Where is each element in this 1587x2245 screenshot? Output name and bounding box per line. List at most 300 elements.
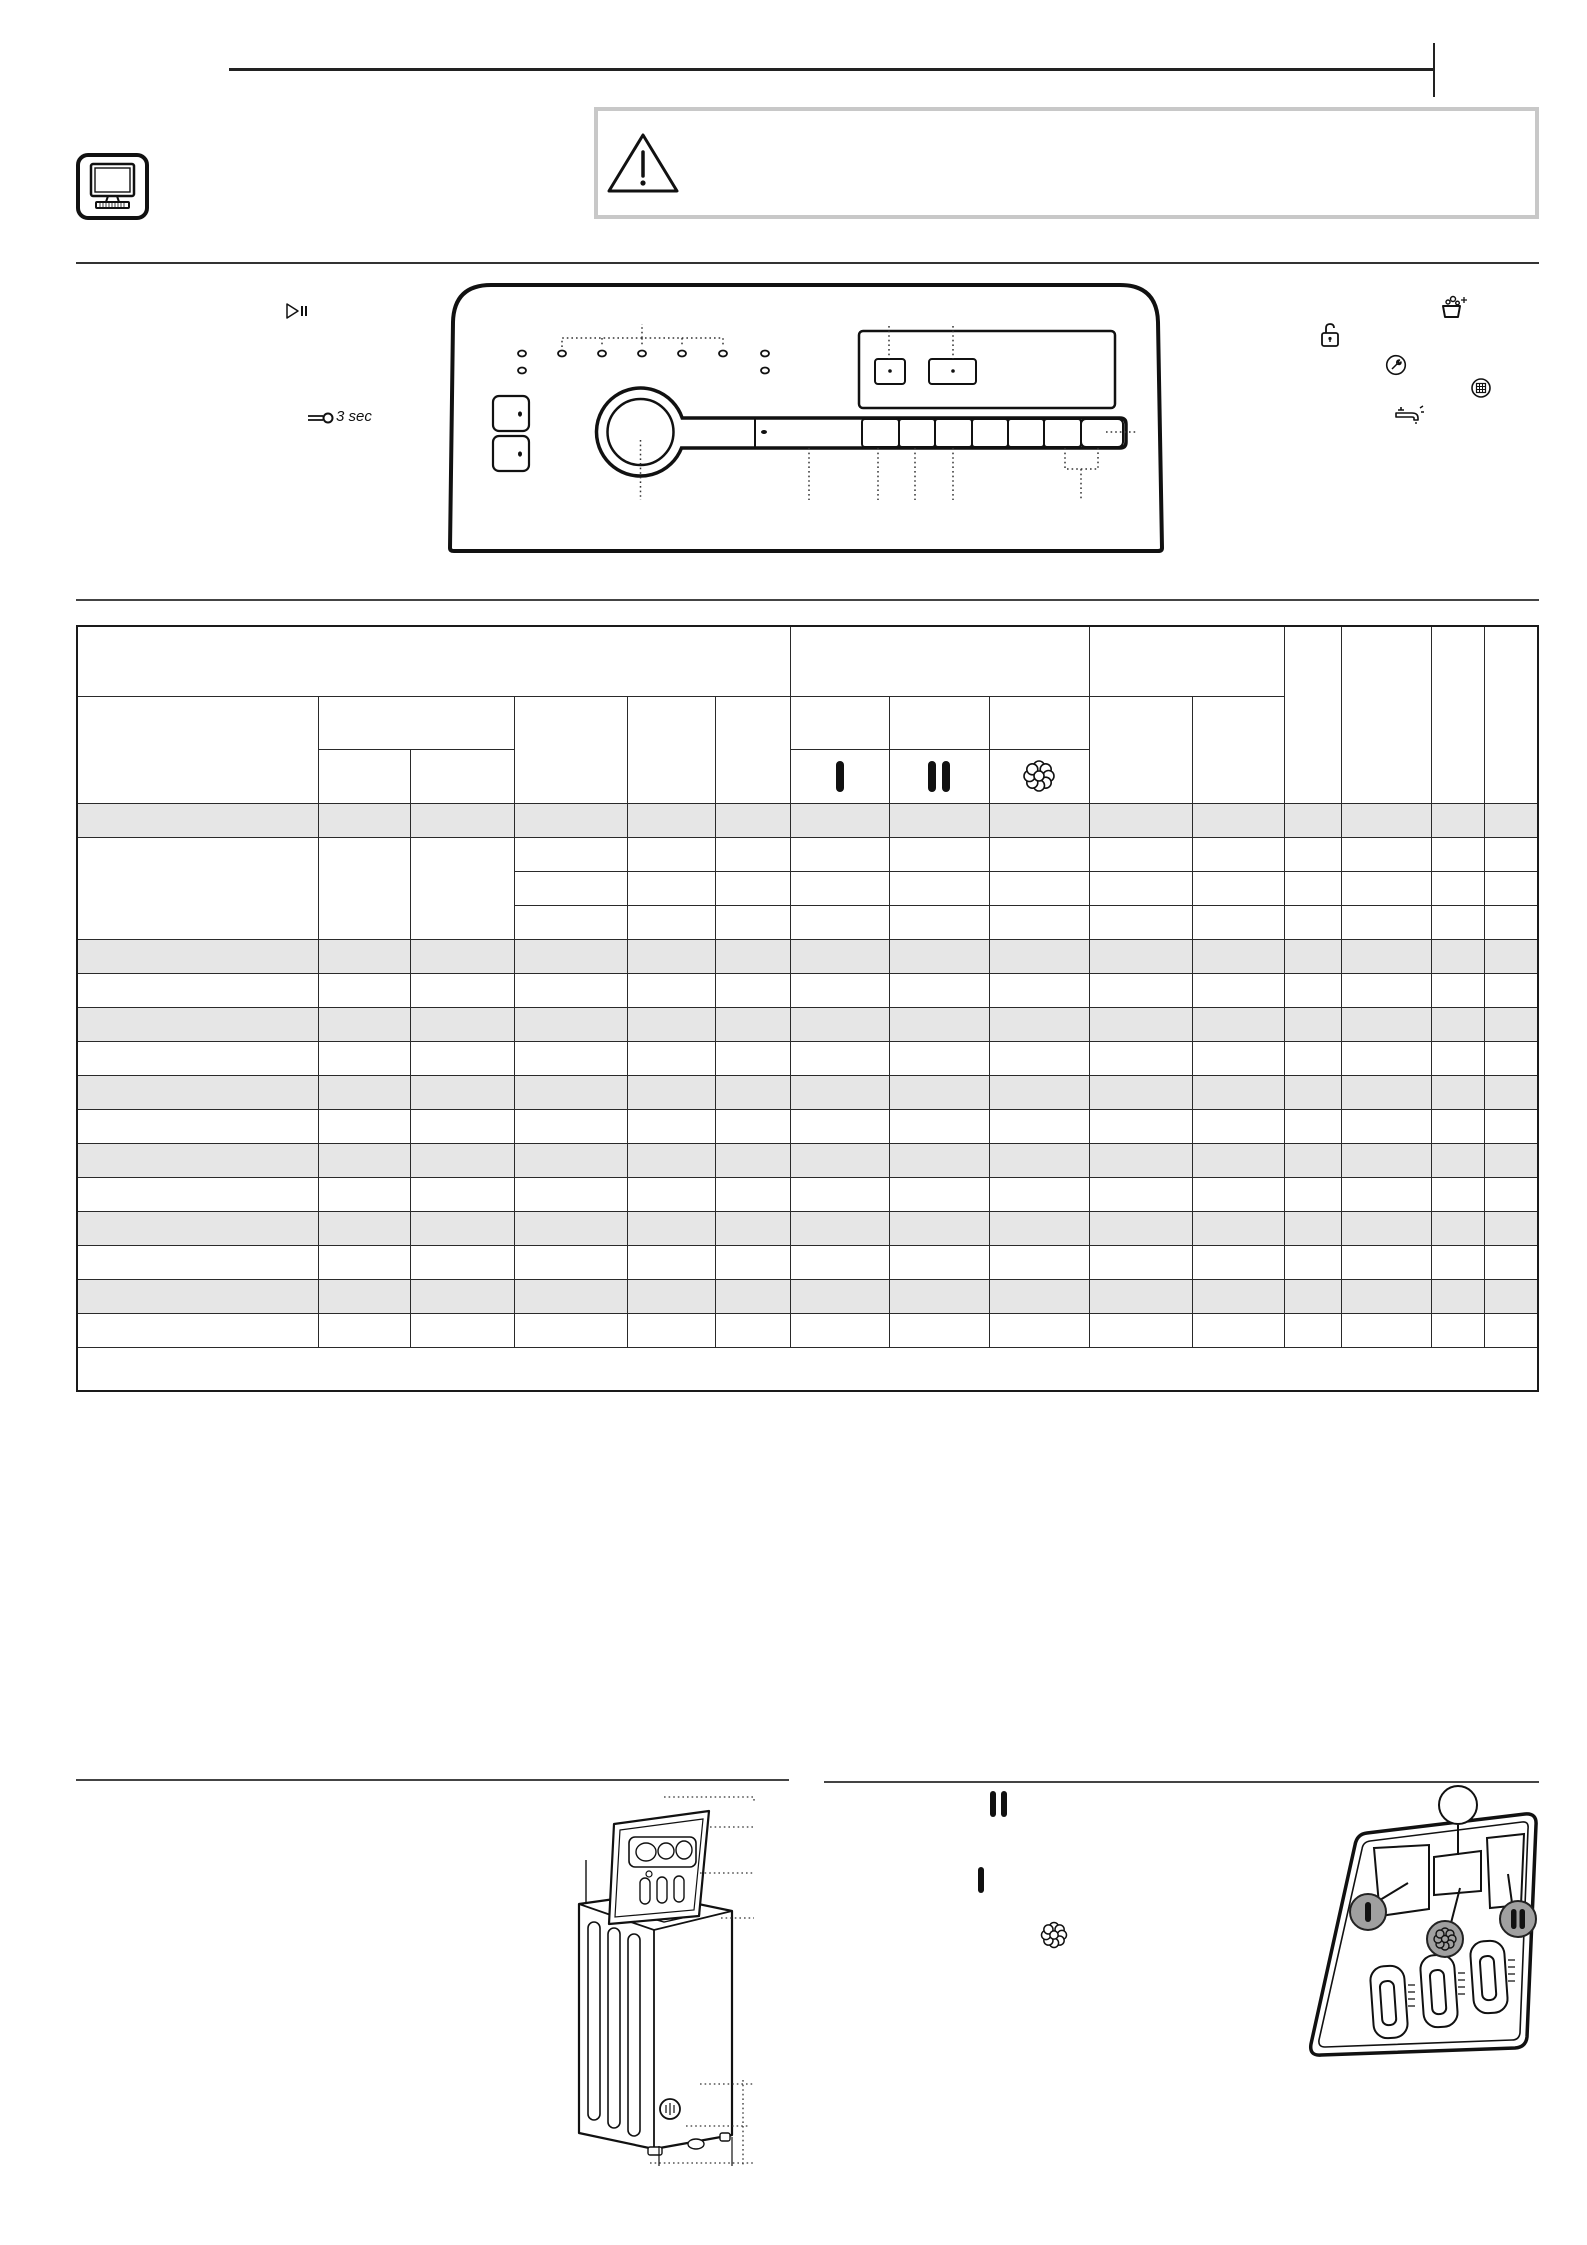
table-cell: [889, 973, 989, 1007]
table-cell: [989, 973, 1089, 1007]
table-cell: [1341, 1177, 1431, 1211]
table-cell: [1431, 1075, 1484, 1109]
table-cell: [318, 1041, 410, 1075]
table-cell: [1284, 803, 1341, 837]
table-cell: [318, 1143, 410, 1177]
table-cell: [1341, 871, 1431, 905]
header-cell: [889, 696, 989, 749]
table-cell: [1089, 1007, 1192, 1041]
table-cell: [1284, 1041, 1341, 1075]
table-cell: [1192, 1245, 1284, 1279]
table-cell: [989, 1041, 1089, 1075]
table-cell: [1431, 939, 1484, 973]
header-group-cell: [77, 626, 790, 696]
table-cell: [410, 1279, 514, 1313]
table-cell: [1192, 1211, 1284, 1245]
table-cell: [1192, 973, 1284, 1007]
compartment-ii-icon: [990, 1791, 1012, 1819]
table-cell: [889, 939, 989, 973]
table-cell: [77, 1177, 318, 1211]
table-cell: [410, 1041, 514, 1075]
table-cell: [627, 837, 715, 871]
table-cell: [1089, 1313, 1192, 1347]
table-cell: [77, 1007, 318, 1041]
table-cell: [1284, 973, 1341, 1007]
table-cell: [77, 939, 318, 973]
table-cell: [1484, 1007, 1538, 1041]
table-cell: [1089, 1211, 1192, 1245]
table-cell: [1484, 1245, 1538, 1279]
table-cell: [627, 1143, 715, 1177]
header-group-cell: [318, 696, 514, 749]
table-cell: [627, 1007, 715, 1041]
table-cell: [318, 939, 410, 973]
table-cell: [989, 1007, 1089, 1041]
table-cell: [989, 1177, 1089, 1211]
table-row: [77, 803, 1538, 837]
compartment-ii-icon: [928, 767, 950, 784]
table-cell: [1089, 1143, 1192, 1177]
table-cell: [1431, 1177, 1484, 1211]
table-cell: [790, 837, 889, 871]
machine-lid: [609, 1811, 709, 1924]
table-cell: [627, 1041, 715, 1075]
program-table: [76, 625, 1539, 1392]
table-cell: [1341, 1211, 1431, 1245]
table-cell: [715, 1075, 790, 1109]
table-cell: [715, 1211, 790, 1245]
header-cell: [318, 749, 410, 803]
table-cell: [514, 1143, 627, 1177]
water-tap-icon: [1392, 403, 1426, 427]
table-cell: [715, 939, 790, 973]
table-cell: [1192, 905, 1284, 939]
table-cell: [1284, 1279, 1341, 1313]
table-cell: [1484, 1109, 1538, 1143]
warning-triangle-icon: [606, 132, 680, 194]
table-cell: [889, 1075, 989, 1109]
table-cell: [410, 1177, 514, 1211]
table-cell: [889, 1177, 989, 1211]
table-cell: [715, 973, 790, 1007]
compartment-i-icon: [836, 761, 844, 792]
table-cell: [1192, 1279, 1284, 1313]
table-cell: [1089, 1109, 1192, 1143]
table-row: [77, 1075, 1538, 1109]
table-cell: [1284, 871, 1341, 905]
table-cell: [715, 1007, 790, 1041]
table-footer-row: [77, 1347, 1538, 1391]
table-cell: [1341, 939, 1431, 973]
table-footer-cell: [77, 1347, 1538, 1391]
table-cell: [318, 803, 410, 837]
table-cell: [1192, 1075, 1284, 1109]
table-cell: [77, 1041, 318, 1075]
table-cell: [989, 1143, 1089, 1177]
table-cell: [627, 905, 715, 939]
table-cell: [1431, 837, 1484, 871]
table-cell: [318, 1313, 410, 1347]
header-cell: [514, 696, 627, 803]
table-cell: [1089, 1245, 1192, 1279]
table-cell: [1431, 973, 1484, 1007]
table-row: [77, 1143, 1538, 1177]
table-cell: [1341, 1007, 1431, 1041]
table-cell: [989, 871, 1089, 905]
table-cell: [1284, 1109, 1341, 1143]
table-cell: [715, 1143, 790, 1177]
table-cell: [790, 939, 889, 973]
table-cell: [889, 1211, 989, 1245]
play-pause-icon: [285, 302, 311, 320]
table-cell: [1431, 1007, 1484, 1041]
table-cell: [989, 1211, 1089, 1245]
table-cell: [989, 1245, 1089, 1279]
header-group-cell: [1089, 626, 1284, 696]
table-cell: [1192, 1109, 1284, 1143]
table-cell: [1089, 939, 1192, 973]
table-cell: [410, 1007, 514, 1041]
table-cell: [1284, 1211, 1341, 1245]
table-cell: [790, 1211, 889, 1245]
table-cell: [627, 1109, 715, 1143]
table-cell: [627, 939, 715, 973]
table-cell: [410, 939, 514, 973]
table-cell: [1284, 905, 1341, 939]
table-cell: [1484, 803, 1538, 837]
table-body: [77, 803, 1538, 1391]
table-cell: [715, 837, 790, 871]
table-cell: [790, 1075, 889, 1109]
table-cell: [514, 1007, 627, 1041]
table-cell: [1284, 1177, 1341, 1211]
washing-machine-illustration: [560, 1790, 760, 2175]
header-cell: [1192, 696, 1284, 803]
table-cell: [1341, 1245, 1431, 1279]
table-cell: [1431, 1245, 1484, 1279]
table-cell: [1089, 1177, 1192, 1211]
table-cell: [1341, 1041, 1431, 1075]
table-cell: [410, 837, 514, 939]
table-cell: [715, 803, 790, 837]
header-cell: [989, 696, 1089, 749]
table-cell: [627, 803, 715, 837]
table-cell: [989, 1279, 1089, 1313]
table-cell: [410, 1211, 514, 1245]
table-cell: [989, 1075, 1089, 1109]
header-cell: [1431, 626, 1484, 803]
table-cell: [715, 1109, 790, 1143]
table-cell: [1089, 1075, 1192, 1109]
table-cell: [1089, 973, 1192, 1007]
table-cell: [1192, 803, 1284, 837]
table-cell: [627, 973, 715, 1007]
table-cell: [77, 1143, 318, 1177]
section-rule-left: [76, 1779, 789, 1781]
table-row: [77, 1007, 1538, 1041]
table-cell: [1284, 1075, 1341, 1109]
table-cell: [790, 973, 889, 1007]
table-cell: [318, 1075, 410, 1109]
table-cell: [889, 1279, 989, 1313]
table-cell: [514, 871, 627, 905]
header-rule-tick: [1433, 43, 1435, 97]
table-cell: [790, 905, 889, 939]
table-cell: [1284, 1245, 1341, 1279]
table-cell: [1192, 1041, 1284, 1075]
table-cell: [1089, 1041, 1192, 1075]
header-rule: [229, 68, 1434, 71]
table-cell: [1089, 837, 1192, 871]
table-cell: [889, 1007, 989, 1041]
table-cell: [1089, 1279, 1192, 1313]
table-cell: [77, 1075, 318, 1109]
table-cell: [318, 973, 410, 1007]
table-cell: [318, 1245, 410, 1279]
warning-box: [594, 107, 1539, 219]
table-cell: [627, 1211, 715, 1245]
table-cell: [889, 1109, 989, 1143]
table-cell: [514, 1075, 627, 1109]
table-cell: [77, 1245, 318, 1279]
table-cell: [790, 1177, 889, 1211]
table-cell: [77, 837, 318, 939]
table-cell: [1341, 837, 1431, 871]
table-cell: [1484, 1041, 1538, 1075]
control-panel-illustration: [446, 282, 1166, 554]
table-cell: [1484, 939, 1538, 973]
table-row: [77, 1279, 1538, 1313]
table-cell: [1431, 1041, 1484, 1075]
header-cell: [1341, 626, 1431, 803]
table-cell: [1192, 939, 1284, 973]
table-cell: [889, 1041, 989, 1075]
section-rule-right: [824, 1781, 1539, 1783]
softener-flower-icon: [1427, 1921, 1463, 1957]
table-cell: [514, 1211, 627, 1245]
table-row: [77, 939, 1538, 973]
table-cell: [318, 1279, 410, 1313]
table-row: [77, 1109, 1538, 1143]
table-cell: [77, 1211, 318, 1245]
table-cell: [1484, 973, 1538, 1007]
table-cell: [410, 803, 514, 837]
table-cell: [410, 1143, 514, 1177]
table-cell: [410, 1313, 514, 1347]
table-cell: [1484, 905, 1538, 939]
table-cell: [790, 1245, 889, 1279]
table-cell: [989, 1313, 1089, 1347]
table-cell: [1341, 1313, 1431, 1347]
table-cell: [1431, 905, 1484, 939]
table-row: [77, 1177, 1538, 1211]
table-cell: [1484, 1313, 1538, 1347]
key-lock-icon: [307, 410, 335, 426]
table-cell: [790, 1143, 889, 1177]
table-cell: [1089, 803, 1192, 837]
table-cell: [514, 973, 627, 1007]
stain-remover-icon: [1439, 294, 1469, 320]
table-cell: [1192, 1007, 1284, 1041]
table-cell: [1431, 1109, 1484, 1143]
table-cell: [790, 1007, 889, 1041]
table-cell: [627, 1313, 715, 1347]
table-cell: [318, 837, 410, 939]
lock-duration-label: 3 sec: [336, 408, 372, 425]
table-cell: [514, 1245, 627, 1279]
header-cell: [715, 696, 790, 803]
table-cell: [1431, 803, 1484, 837]
table-cell: [889, 1245, 989, 1279]
table-cell: [1484, 1279, 1538, 1313]
table-cell: [1284, 837, 1341, 871]
table-cell: [889, 1143, 989, 1177]
table-cell: [989, 905, 1089, 939]
header-cell: [77, 696, 318, 803]
table-cell: [1431, 1211, 1484, 1245]
header-cell-compartment-i: [790, 749, 889, 803]
table-cell: [889, 1313, 989, 1347]
table-cell: [514, 1313, 627, 1347]
table-cell: [1192, 871, 1284, 905]
header-cell: [627, 696, 715, 803]
table-cell: [1341, 905, 1431, 939]
table-cell: [790, 1279, 889, 1313]
table-cell: [77, 973, 318, 1007]
table-cell: [1341, 1075, 1431, 1109]
header-cell-compartment-ii: [889, 749, 989, 803]
function-buttons: [862, 419, 1123, 447]
table-cell: [318, 1177, 410, 1211]
service-wrench-icon: [1385, 354, 1407, 376]
table-cell: [989, 803, 1089, 837]
table-row: [77, 973, 1538, 1007]
header-cell: [790, 696, 889, 749]
table-cell: [318, 1211, 410, 1245]
table-cell: [1341, 1143, 1431, 1177]
table-cell: [1284, 1143, 1341, 1177]
table-cell: [1341, 803, 1431, 837]
table-cell: [77, 1279, 318, 1313]
table-cell: [1192, 1177, 1284, 1211]
table-cell: [715, 1245, 790, 1279]
table-cell: [1484, 1075, 1538, 1109]
softener-flower-icon: [1039, 1920, 1069, 1950]
table-cell: [1192, 837, 1284, 871]
table-cell: [989, 837, 1089, 871]
filter-grid-icon: [1470, 377, 1492, 399]
table-cell: [715, 871, 790, 905]
table-cell: [1431, 1313, 1484, 1347]
header-cell-softener: [989, 749, 1089, 803]
table-cell: [627, 871, 715, 905]
table-cell: [1089, 905, 1192, 939]
table-cell: [514, 1109, 627, 1143]
table-cell: [715, 905, 790, 939]
table-cell: [627, 1177, 715, 1211]
unlock-icon: [1319, 322, 1341, 348]
table-cell: [1192, 1143, 1284, 1177]
table-cell: [1484, 1211, 1538, 1245]
table-row: [77, 1245, 1538, 1279]
table-row: [77, 837, 1538, 871]
detergent-dispenser-illustration: [1305, 1785, 1545, 2065]
table-cell: [1284, 1007, 1341, 1041]
table-cell: [790, 871, 889, 905]
header-cell: [410, 749, 514, 803]
table-header: [77, 626, 1538, 803]
monitor-icon: [76, 153, 149, 220]
table-cell: [410, 1075, 514, 1109]
header-cell: [1089, 696, 1192, 803]
table-cell: [514, 803, 627, 837]
header-group-cell: [790, 626, 1089, 696]
table-cell: [77, 1109, 318, 1143]
table-cell: [989, 1109, 1089, 1143]
table-cell: [790, 1041, 889, 1075]
table-cell: [410, 973, 514, 1007]
table-cell: [1089, 871, 1192, 905]
table-cell: [889, 905, 989, 939]
softener-flower-icon: [1021, 758, 1057, 794]
table-cell: [514, 939, 627, 973]
table-cell: [889, 871, 989, 905]
table-cell: [318, 1007, 410, 1041]
compartment-i-icon: [1350, 1894, 1386, 1930]
table-row: [77, 1313, 1538, 1347]
table-cell: [1341, 1279, 1431, 1313]
table-cell: [627, 1075, 715, 1109]
table-cell: [1431, 871, 1484, 905]
header-cell: [1284, 626, 1341, 803]
table-cell: [514, 837, 627, 871]
compartment-i-icon: [978, 1867, 986, 1895]
table-cell: [889, 837, 989, 871]
table-cell: [790, 1109, 889, 1143]
table-cell: [514, 1041, 627, 1075]
table-cell: [1341, 973, 1431, 1007]
table-cell: [318, 1109, 410, 1143]
table-cell: [77, 1313, 318, 1347]
table-cell: [715, 1313, 790, 1347]
table-cell: [1284, 939, 1341, 973]
table-cell: [790, 803, 889, 837]
table-cell: [1341, 1109, 1431, 1143]
table-cell: [627, 1245, 715, 1279]
table-cell: [1484, 1177, 1538, 1211]
table-cell: [1431, 1143, 1484, 1177]
section-rule: [76, 599, 1539, 601]
header-row: [77, 626, 1538, 696]
table-cell: [715, 1041, 790, 1075]
table-cell: [627, 1279, 715, 1313]
table-cell: [514, 1177, 627, 1211]
table-cell: [410, 1109, 514, 1143]
table-row: [77, 1041, 1538, 1075]
table-row: [77, 1211, 1538, 1245]
compartment-ii-icon: [1500, 1901, 1536, 1937]
table-cell: [514, 1279, 627, 1313]
table-cell: [1431, 1279, 1484, 1313]
table-cell: [1484, 1143, 1538, 1177]
machine-body: [579, 1894, 732, 2155]
table-cell: [514, 905, 627, 939]
table-cell: [889, 803, 989, 837]
table-cell: [790, 1313, 889, 1347]
table-cell: [1284, 1313, 1341, 1347]
table-cell: [715, 1177, 790, 1211]
table-cell: [410, 1245, 514, 1279]
